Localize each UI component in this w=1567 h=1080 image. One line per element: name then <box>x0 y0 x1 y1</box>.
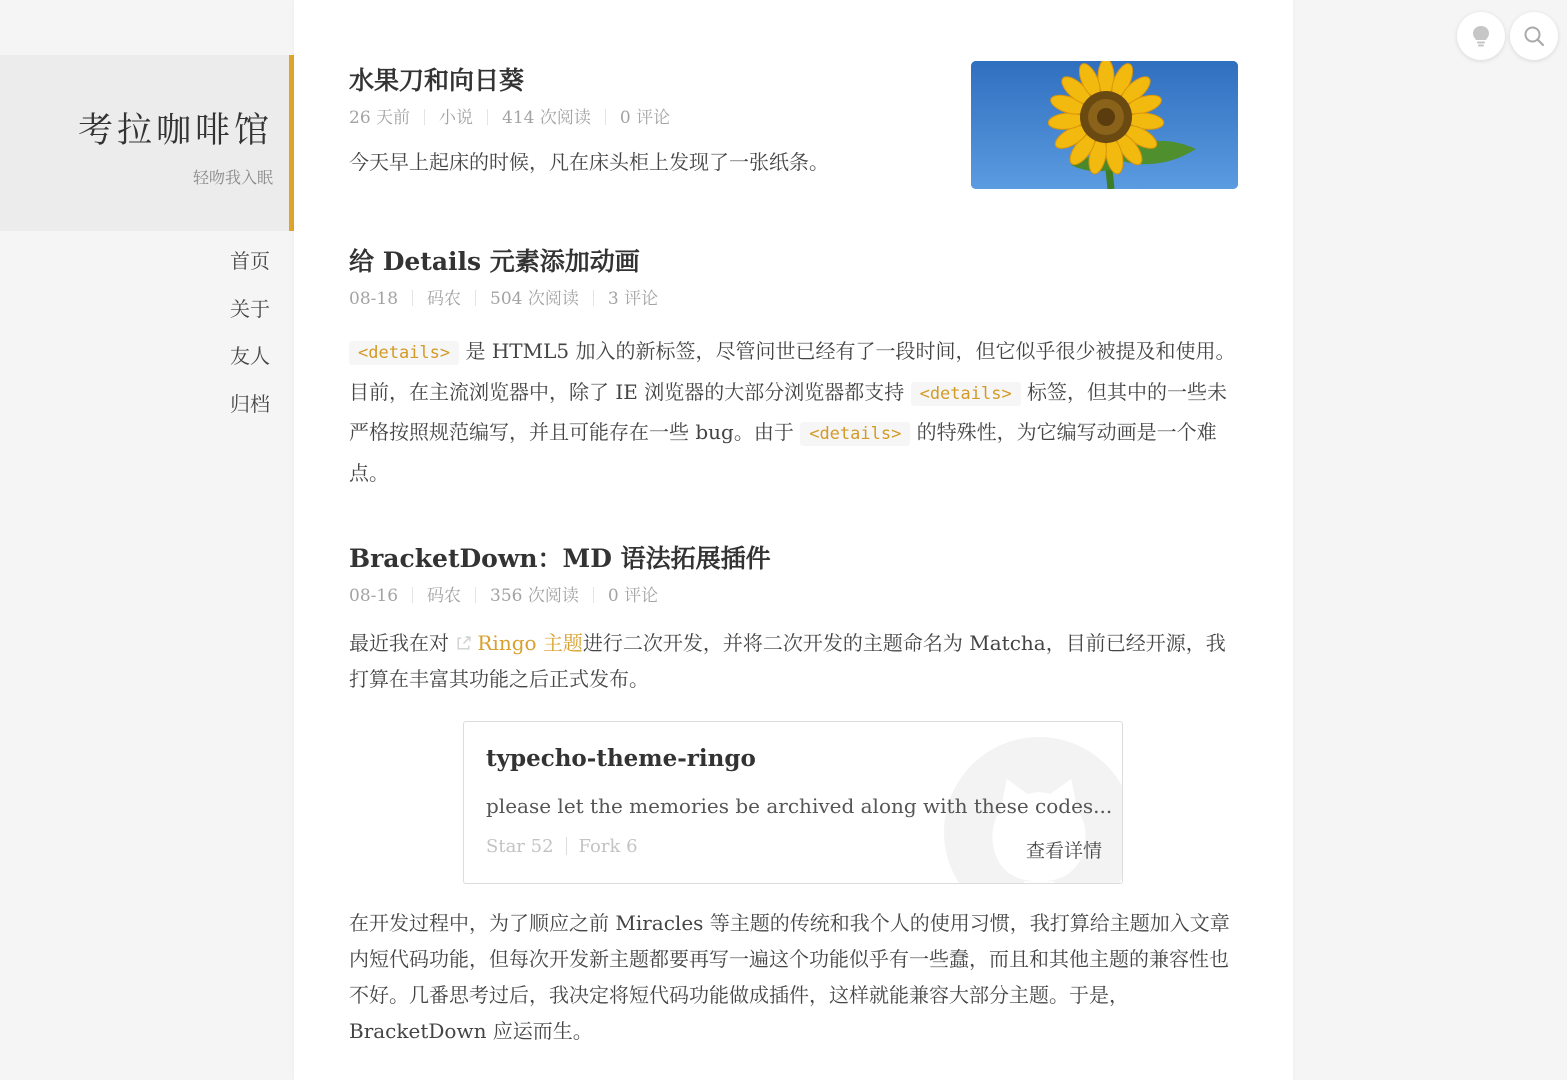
sidebar-nav <box>0 245 270 435</box>
post-title[interactable]: 水果刀和向日葵 <box>349 66 525 95</box>
link-text[interactable]: Ringo 主题 <box>477 631 583 655</box>
repo-stats <box>486 836 638 857</box>
inline-code: <details> <box>800 422 910 446</box>
post-title[interactable]: BracketDown：MD 语法拓展插件 <box>349 544 771 573</box>
stats-divider <box>566 837 567 855</box>
post-category[interactable]: 码农 <box>427 289 462 309</box>
external-link-icon <box>455 635 472 652</box>
inline-code: <details> <box>349 341 459 365</box>
post-views: 414 次阅读 <box>502 108 591 128</box>
nav-item-about[interactable]: 关于 <box>230 296 270 321</box>
meta-divider <box>475 587 476 603</box>
nav-item-home[interactable]: 首页 <box>230 249 270 273</box>
search-button[interactable] <box>1510 12 1558 60</box>
post-date: 26 天前 <box>349 108 411 128</box>
post-comments[interactable]: 0 评论 <box>619 108 671 128</box>
meta-divider <box>424 109 425 125</box>
post-comments[interactable]: 0 评论 <box>607 586 659 606</box>
meta-divider <box>475 290 476 306</box>
search-icon <box>1523 25 1545 47</box>
repo-stars: Star 52 <box>486 836 554 857</box>
repo-forks: Fork 6 <box>578 836 638 857</box>
post-category[interactable]: 小说 <box>439 108 474 128</box>
post-date: 08-18 <box>349 289 399 309</box>
post-title[interactable]: 给 Details 元素添加动画 <box>349 247 640 276</box>
post-category[interactable]: 码农 <box>427 586 462 606</box>
meta-divider <box>412 587 413 603</box>
site-brand <box>0 55 294 231</box>
excerpt-text: 最近我在对 <box>349 631 456 655</box>
site-subtitle: 轻吻我入眠 <box>192 168 273 187</box>
post-excerpt <box>349 625 1239 697</box>
meta-divider <box>487 109 488 125</box>
post-excerpt: 今天早上起床的时候，凡在床头柜上发现了一张纸条。 <box>349 150 829 174</box>
post-comments[interactable]: 3 评论 <box>607 289 659 309</box>
post-body: 在开发过程中，为了顺应之前 Miracles 等主题的传统和我个人的使用习惯，我打算给主题加入文章内短代码功能，但每次开发新主题都要再写一遍这个功能似乎有一些蠢，而且和其他主题的兼容性也不好。几番思考过后，我决定将短代码功能做成插件，这样就能兼容大部分主题。于是，BracketDown 应运而生。 <box>349 911 1230 1043</box>
repo-name[interactable]: typecho-theme-ringo <box>486 745 756 772</box>
excerpt-text: 是 HTML5 加入的新标签，尽管问世已经有了一段时间，但它似乎很少被提及和使用。目前，在主流浏览器中，除了 IE 浏览器的大部分浏览器都支持 <box>349 339 1236 404</box>
lightbulb-icon <box>1471 25 1491 47</box>
excerpt-text: 进行二次开发，并将二次开发的主题命名为 Matcha，目前已经开源，我打算在丰富其功能之后正式发布。 <box>349 631 1226 691</box>
excerpt-text: 标签，但其中的一些未严格按照规范编写，并且可能存在一些 bug。由于 <box>349 379 1228 444</box>
post-thumbnail[interactable] <box>971 61 1238 189</box>
nav-item-archive[interactable]: 归档 <box>230 391 270 416</box>
theme-toggle-button[interactable] <box>1457 12 1505 60</box>
sunflower-image <box>971 61 1238 189</box>
post-list <box>294 0 1293 1080</box>
post-meta <box>349 284 1239 310</box>
post-date: 08-16 <box>349 586 399 606</box>
inline-code: <details> <box>911 382 1021 406</box>
meta-divider <box>605 109 606 125</box>
post-item <box>349 541 1239 697</box>
post-views: 356 次阅读 <box>490 586 579 606</box>
github-repo-card[interactable] <box>463 721 1123 884</box>
meta-divider <box>593 290 594 306</box>
site-title[interactable]: 考拉咖啡馆 <box>77 111 273 151</box>
ringo-theme-link[interactable] <box>455 631 583 655</box>
post-meta <box>349 581 1239 607</box>
post-views: 504 次阅读 <box>490 289 579 309</box>
repo-details-button[interactable]: 查看详情 <box>1025 840 1102 862</box>
meta-divider <box>412 290 413 306</box>
nav-item-friends[interactable]: 友人 <box>230 344 270 368</box>
repo-description: please let the memories be archived along with these codes... <box>486 794 1113 818</box>
excerpt-text: 的特殊性，为它编写动画是一个难点。 <box>349 420 1217 485</box>
post-excerpt <box>349 332 1239 492</box>
meta-divider <box>593 587 594 603</box>
post-item <box>349 244 1239 492</box>
